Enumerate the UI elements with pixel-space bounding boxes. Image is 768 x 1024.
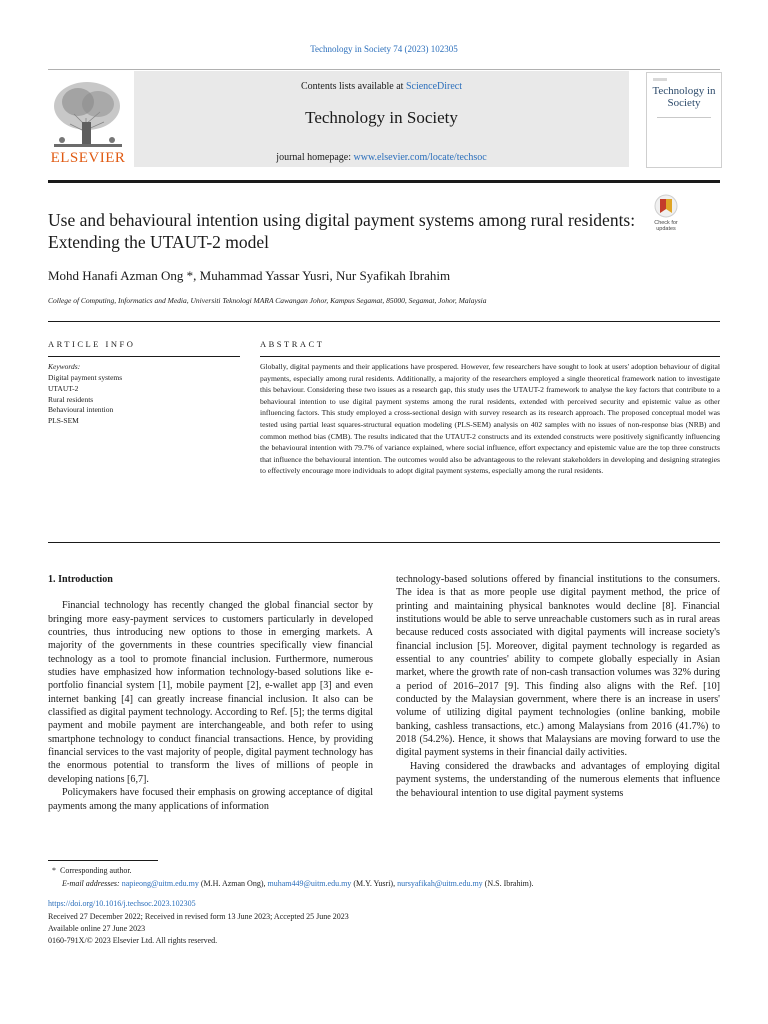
homepage-prefix: journal homepage:	[276, 152, 354, 163]
body-column-right	[396, 573, 720, 800]
contents-prefix: Contents lists available at	[300, 81, 406, 92]
contents-available-line	[134, 81, 629, 92]
cover-stripe	[653, 78, 667, 81]
abstract-body: Globally, digital payments and their applications have prospered. However, few researchers have sought to look at users' adoption behaviour of digital payments, especially among rural residents. Additionally, a majority of the researchers employed a single theoretical framework nation to investigate this behaviour. Considering these two issues as a research gap, this study uses the UTAUT-2 framework to analyse the key factors that contribute to a behavioural intention to use digital payment systems among the rural residents, extended with perceived security and epistemic value as other influencing factors. This study employed a cross-sectional design with survey research as its research approach. The proposed conceptual model was tested using partial least squares-structural equation modeling (PLS-SEM) analysis on 402 samples with no issues of non-response bias (NRB) and common method bias (CMB). The results indicated that the UTAUT-2 constructs and its extended constructs were positively significantly influencing the behavioural intention with 79.7% of variance explained, where social influence, effort expectancy and epistemic value are the top three constructs that influence the behavioural intention. The outcomes would also be advantageous to the relevant stakeholders in developing and designing strategies to effectively encourage more individuals to adopt digital payment systems, especially among the rural residents.	[260, 362, 720, 476]
footnote-marker: *	[52, 866, 60, 875]
doi-link[interactable]: https://doi.org/10.1016/j.techsoc.2023.102305	[48, 899, 196, 908]
keywords-list	[48, 373, 122, 427]
cover-title: Technology in Society	[652, 85, 716, 109]
header-bottom-rule	[48, 180, 720, 183]
body-paragraph: technology-based solutions offered by financial institutions to the consumers. The idea is that as more people use digital payment method, the price of printing and maintaining physical banknotes would decline [8]. Financial institutions would be able to serve unreachable customers such as in rural areas because reduced costs associated with digital payments will increase society's financial inclusion [5]. Moreover, digital payment technology is regarded as essential to any countries' ability to compete globally especially in Asian market, where the growth rate of non-cash transaction volumes was 32% during a period of 2016–2017 [9]. This finding also aligns with the Ref. [10] conducted by the Malaysian government, where there is an increase in users' volume of utilizing digital payment technologies (online banking, mobile banking, cashless transactions, etc.) among Malaysians from 2016 (41.7%) to 2018 (54.2%). Hence, it shows that Malaysians are moving forward to use the digital payment systems in their financial daily activities.	[396, 574, 720, 759]
body-paragraph: Financial technology has recently changed the global financial sector by bringing more easy-payment services to customers particularly in developed countries, thus introducing new options to those in emerging markets. A majority of the governments in these countries specifically view financial technology as a tool to promote financial inclusion. Furthermore, numerous studies have emphasized how information technology-based solutions like e-portfolio financial system [1], mobile payment [2], e-wallet app [3] and even internet banking [4] can greatly increase financial inclusion. It also can be classified as digital payment technology. According to Ref. [5]; the terms digital payment and mobile payment are interchangeable, and both refer to using smartphone technology to conduct financial transactions. Hence, by providing financial services to the vast majority of people, digital payment technology has the enormous potential to transform the lives of millions of people in developing nations [6,7].	[48, 600, 373, 785]
section-heading: 1. Introduction	[48, 574, 113, 585]
email-label: E-mail addresses:	[62, 879, 120, 888]
journal-citation[interactable]: Technology in Society 74 (2023) 102305	[310, 44, 458, 54]
keyword-item: Digital payment systems	[48, 373, 123, 382]
author-list: Mohd Hanafi Azman Ong *, Muhammad Yassar Yusri, Nur Syafikah Ibrahim	[48, 268, 451, 283]
email-link[interactable]: muham449@uitm.edu.my	[267, 879, 352, 888]
abstract-heading: ABSTRACT	[260, 339, 325, 349]
corresponding-author-note	[52, 866, 132, 875]
body-column-left	[48, 573, 373, 813]
keyword-item: PLS-SEM	[48, 416, 79, 426]
cover-divider	[657, 117, 711, 118]
svg-text:updates: updates	[656, 226, 676, 232]
email-addresses	[62, 879, 722, 888]
author-affiliation: College of Computing, Informatics and Media, Universiti Teknologi MARA Cawangan Johor, Kampus Segamat, 85000, Segamat, Johor, Malaysia	[48, 296, 487, 305]
homepage-link[interactable]: www.elsevier.com/locate/techsoc	[353, 152, 487, 163]
article-info-heading: ARTICLE INFO	[48, 339, 136, 349]
email-owner: (M.Y. Yusri),	[353, 879, 396, 888]
keywords-label: Keywords:	[48, 362, 81, 371]
article-title: Use and behavioural intention using digital payment systems among rural residents: Extending the UTAUT-2 model	[48, 210, 636, 252]
copyright-notice: 0160-791X/© 2023 Elsevier Ltd. All rights reserved.	[48, 936, 218, 945]
sciencedirect-link[interactable]: ScienceDirect	[405, 81, 463, 92]
keyword-item: UTAUT-2	[48, 383, 79, 393]
check-for-updates-icon[interactable]	[648, 193, 684, 233]
keyword-item: Behavioural intention	[48, 405, 114, 415]
abstract-bottom-rule	[48, 542, 720, 543]
email-owner: (N.S. Ibrahim).	[484, 879, 534, 888]
body-paragraph: Policymakers have focused their emphasis on growing acceptance of digital payments among the many applications of information	[48, 787, 373, 812]
body-paragraph: Having considered the drawbacks and advantages of employing digital payment systems, the understanding of the numerous elements that influence the behavioural intention to use digital payment systems	[396, 760, 720, 799]
available-online-date: Available online 27 June 2023	[48, 924, 146, 933]
journal-title: Technology in Society	[305, 108, 458, 127]
keyword-item: Rural residents	[48, 394, 94, 404]
email-owner: (M.H. Azman Ong),	[200, 879, 266, 888]
footnote-rule	[48, 860, 158, 861]
journal-cover-thumbnail[interactable]	[646, 72, 722, 168]
header-top-rule	[48, 69, 720, 70]
elsevier-wordmark: ELSEVIER	[50, 150, 126, 166]
journal-homepage-line	[134, 152, 629, 163]
corresponding-label: Corresponding author.	[60, 866, 132, 875]
email-link[interactable]: napieong@uitm.edu.my	[121, 879, 199, 888]
article-info-rule	[48, 356, 240, 357]
svg-text:Check for: Check for	[654, 220, 678, 226]
abstract-rule	[260, 356, 720, 357]
received-dates: Received 27 December 2022; Received in revised form 13 June 2023; Accepted 25 June 2023	[48, 912, 349, 921]
email-link[interactable]: nursyafikah@uitm.edu.my	[397, 879, 483, 888]
section-rule	[48, 321, 720, 322]
